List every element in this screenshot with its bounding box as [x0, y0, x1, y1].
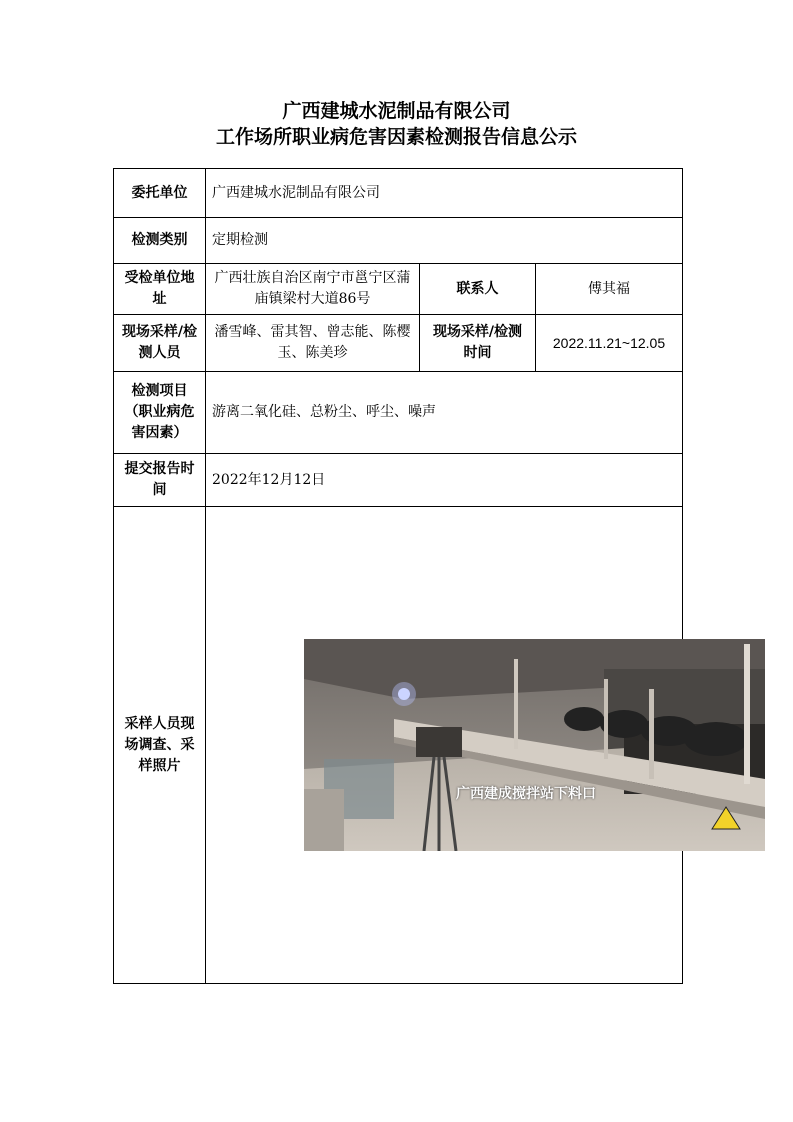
contact-label: 联系人: [420, 264, 536, 315]
report-table: [113, 168, 683, 984]
address-label: 受检单位地址: [114, 264, 206, 315]
table-row-submit: [114, 454, 683, 507]
table-row-items: [114, 372, 683, 454]
submit-value: 2022年12月12日: [206, 454, 683, 507]
client-label: 委托单位: [114, 169, 206, 218]
client-value: 广西建城水泥制品有限公司: [206, 169, 683, 218]
table-row-client: [114, 169, 683, 218]
items-label: 检测项目（职业病危害因素）: [114, 372, 206, 454]
table-row-photos: [114, 507, 683, 984]
address-value: 广西壮族自治区南宁市邕宁区蒲庙镇梁村大道86号: [206, 264, 420, 315]
site-photo: [304, 639, 765, 851]
category-value: 定期检测: [206, 218, 683, 264]
photo-caption: 广西建成搅拌站下料口: [456, 785, 596, 801]
document-subtitle: 工作场所职业病危害因素检测报告信息公示: [215, 126, 577, 148]
staff-value: 潘雪峰、雷其智、曾志能、陈樱玉、陈美珍: [206, 315, 420, 372]
table-row-address: [114, 264, 683, 315]
staff-label: 现场采样/检测人员: [114, 315, 206, 372]
table-row-category: [114, 218, 683, 264]
photo-cell: [206, 507, 683, 984]
conveyor-photo-illustration: [304, 639, 765, 851]
table-row-staff: [114, 315, 683, 372]
submit-label: 提交报告时间: [114, 454, 206, 507]
contact-value: 傅其福: [536, 264, 683, 315]
items-value: 游离二氧化硅、总粉尘、呼尘、噪声: [206, 372, 683, 454]
document-title: 广西建城水泥制品有限公司: [282, 100, 511, 122]
photos-label: 采样人员现场调查、采样照片: [114, 507, 206, 984]
category-label: 检测类别: [114, 218, 206, 264]
time-label: 现场采样/检测时间: [420, 315, 536, 372]
time-value: 2022.11.21~12.05: [536, 315, 683, 372]
